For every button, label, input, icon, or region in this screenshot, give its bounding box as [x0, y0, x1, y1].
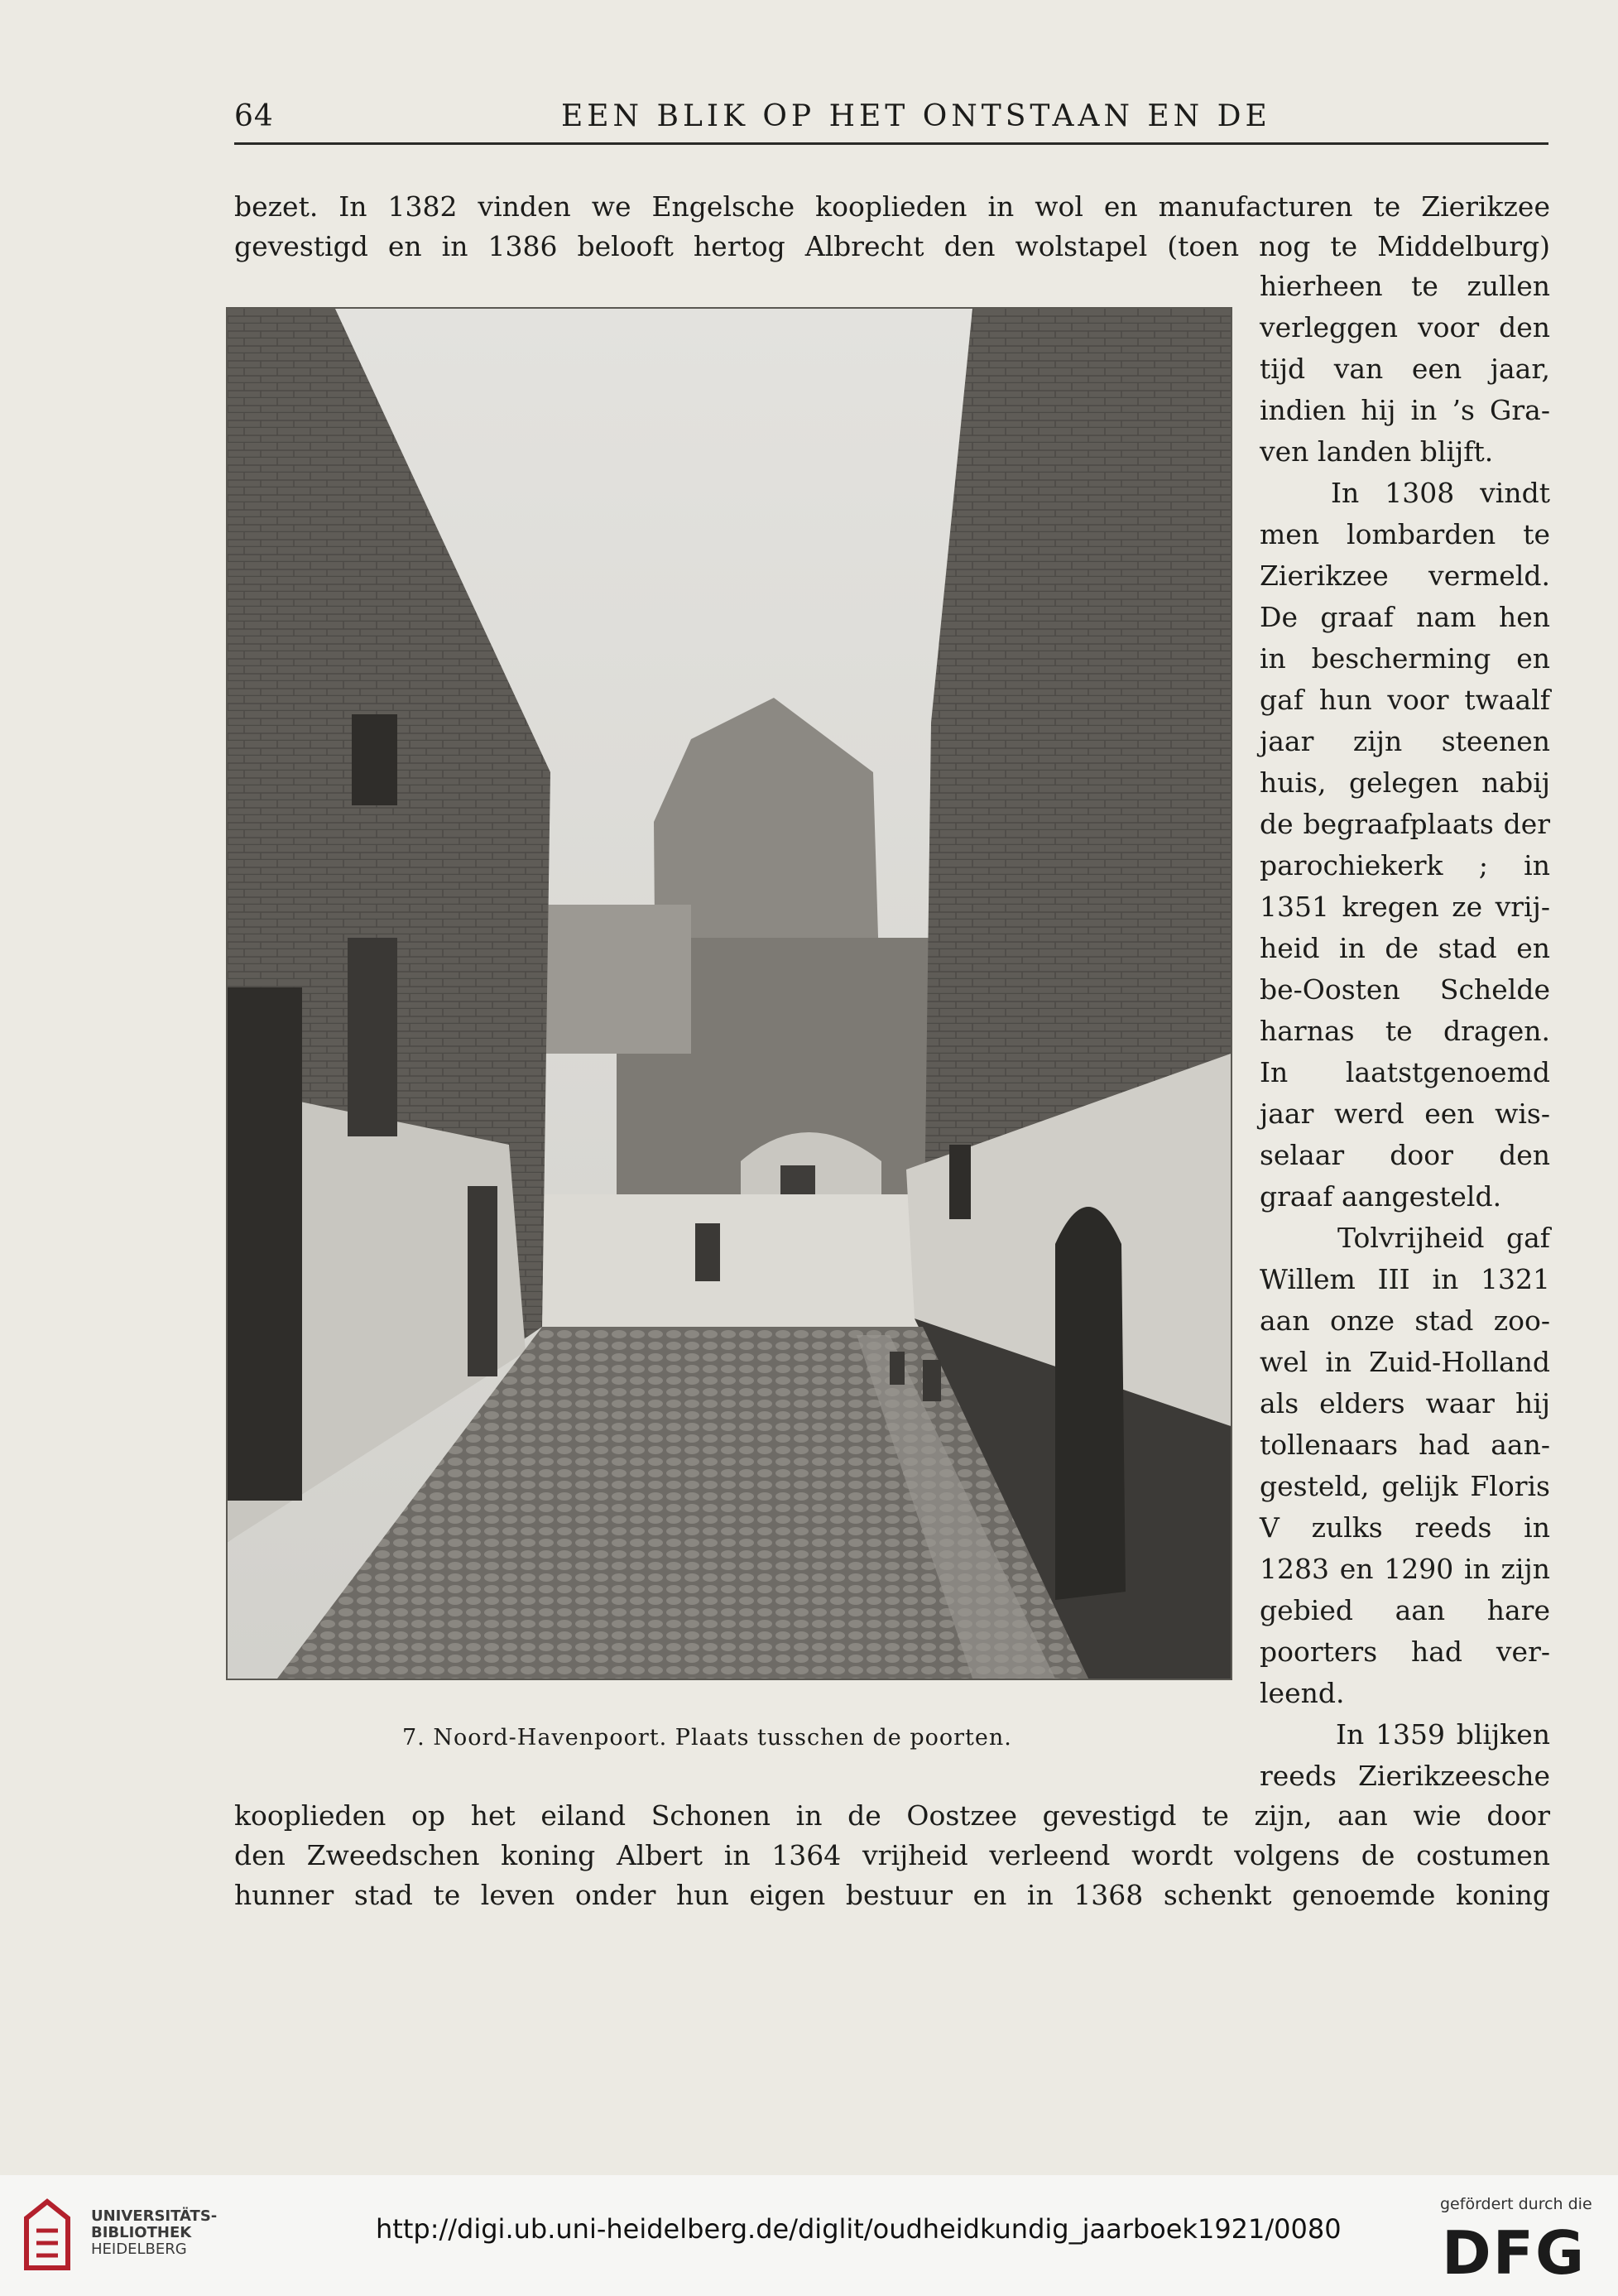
column-line: 1351 kregen ze vrij- — [1260, 891, 1550, 923]
library-name-line: HEIDELBERG — [91, 2241, 187, 2258]
running-title: EEN BLIK OP HET ONTSTAAN EN DE — [561, 99, 1271, 133]
photo-plate — [226, 307, 1232, 1680]
column-line: gebied aan hare — [1260, 1594, 1550, 1626]
column-line: De graaf nam hen — [1260, 601, 1550, 633]
column-line: V zulks reeds in — [1260, 1511, 1550, 1544]
column-line: als elders waar hij — [1260, 1387, 1550, 1419]
column-line: huis, gelegen nabij — [1260, 766, 1550, 799]
text-line: gevestigd en in 1386 belooft hertog Albrecht den wolstapel (toen nog te Middelburg) — [234, 230, 1550, 262]
column-line: in bescherming en — [1260, 642, 1550, 675]
column-line: hierheen te zullen — [1260, 270, 1550, 302]
column-line: de begraafplaats der — [1260, 808, 1550, 840]
column-line: jaar zijn steenen — [1260, 725, 1550, 757]
column-line: gaf hun voor twaalf — [1260, 684, 1550, 716]
column-line: gesteld, gelijk Floris — [1260, 1470, 1550, 1502]
library-name-line: UNIVERSITÄTS- — [91, 2207, 218, 2225]
university-library-logo-icon — [18, 2193, 76, 2276]
street-photograph — [228, 309, 1231, 1679]
library-name — [91, 2208, 217, 2258]
figure-caption: 7. Noord-Havenpoort. Plaats tusschen de poorten. — [402, 1725, 1012, 1751]
funding-note: gefördert durch die — [1440, 2195, 1592, 2213]
column-line: poorters had ver- — [1260, 1636, 1550, 1668]
column-line: verleggen voor den — [1260, 311, 1550, 343]
column-line: In 1359 blijken — [1336, 1718, 1550, 1751]
dfg-logo: DFG — [1442, 2218, 1587, 2288]
column-line: heid in de stad en — [1260, 932, 1550, 964]
column-line: indien hij in ’s Gra- — [1260, 394, 1550, 426]
column-line: Zierikzee vermeld. — [1260, 560, 1550, 592]
header-rule — [234, 142, 1548, 145]
column-line: Willem III in 1321 — [1260, 1263, 1550, 1295]
column-line: reeds Zierikzeesche — [1260, 1760, 1550, 1792]
column-line: tijd van een jaar, — [1260, 353, 1550, 385]
column-line: In 1308 vindt — [1331, 477, 1550, 509]
text-line: kooplieden op het eiland Schonen in de Oostzee gevestigd te zijn, aan wie door — [234, 1799, 1550, 1832]
text-line: bezet. In 1382 vinden we Engelsche kooplieden in wol en manufacturen te Zierikzee — [234, 190, 1550, 223]
column-line: graaf aangesteld. — [1260, 1180, 1502, 1213]
page-number: 64 — [234, 99, 274, 133]
column-line: parochiekerk ; in — [1260, 849, 1550, 881]
column-line: be-Oosten Schelde — [1260, 973, 1550, 1006]
library-name-line: BIBLIOTHEK — [91, 2224, 192, 2241]
column-line: leend. — [1260, 1677, 1345, 1709]
footer-banner — [0, 2175, 1618, 2296]
column-line: men lombarden te — [1260, 518, 1550, 550]
text-line: den Zweedschen koning Albert in 1364 vrijheid verleend wordt volgens de costumen — [234, 1839, 1550, 1871]
column-line: tollenaars had aan- — [1260, 1429, 1550, 1461]
column-line: aan onze stad zoo- — [1260, 1304, 1550, 1337]
page-header — [234, 89, 1548, 144]
column-line: ven landen blijft. — [1260, 435, 1494, 468]
source-url-link[interactable]: http://digi.ub.uni-heidelberg.de/diglit/oudheidkundig_jaarboek1921/0080 — [376, 2213, 1342, 2245]
column-line: selaar door den — [1260, 1139, 1550, 1171]
column-line: In laatstgenoemd — [1260, 1056, 1550, 1088]
column-line: 1283 en 1290 in zijn — [1260, 1553, 1550, 1585]
column-line: wel in Zuid-Holland — [1260, 1346, 1550, 1378]
column-line: Tolvrijheid gaf — [1337, 1222, 1550, 1254]
text-line: hunner stad te leven onder hun eigen bestuur en in 1368 schenkt genoemde koning — [234, 1879, 1550, 1911]
column-line: jaar werd een wis- — [1260, 1098, 1550, 1130]
column-line: harnas te dragen. — [1260, 1015, 1550, 1047]
